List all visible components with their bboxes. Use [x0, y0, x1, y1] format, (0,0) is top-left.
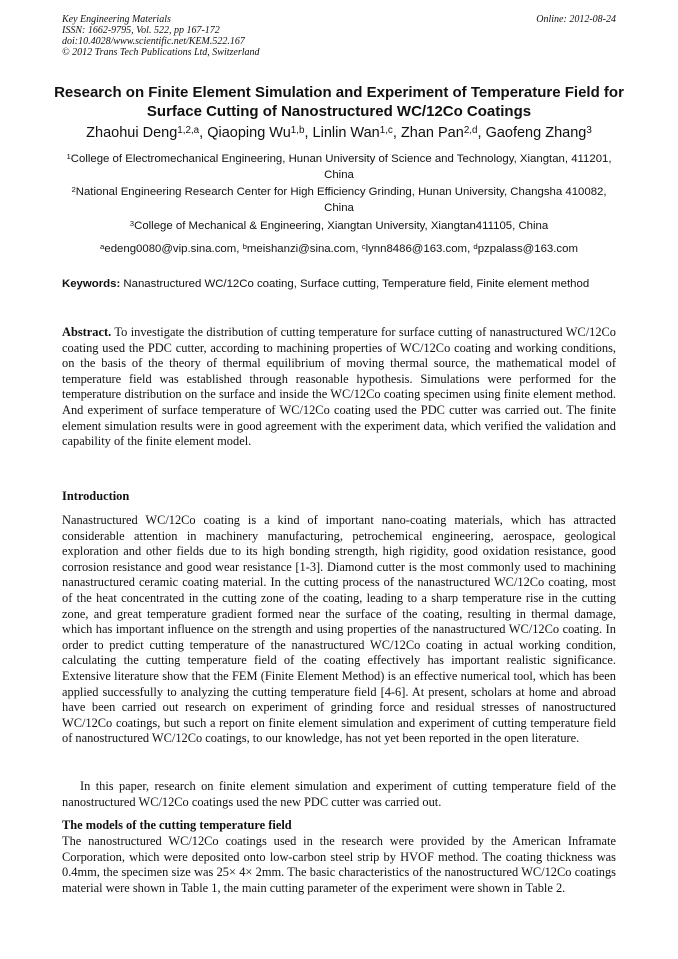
email-list: [62, 242, 616, 258]
email[interactable]: lynn8486@163.com: [365, 243, 468, 255]
email[interactable]: edeng0080@vip.sina.com: [104, 243, 237, 255]
email[interactable]: pzpalass@163.com: [477, 243, 578, 255]
issn: ISSN: 1662-9795, Vol. 522, pp 167-172: [62, 25, 220, 36]
author-separator: ,: [199, 125, 208, 141]
email-separator: ,: [467, 243, 474, 255]
author: [486, 125, 592, 141]
author-name: Zhan Pan: [400, 125, 464, 141]
author-superscript: 1,b: [290, 124, 305, 136]
journal-name: Key Engineering Materials: [62, 14, 171, 25]
email-superscript: b: [242, 241, 247, 251]
author: [86, 125, 199, 141]
email-superscript: d: [473, 241, 478, 251]
author: [313, 125, 393, 141]
author-name: Gaofeng Zhang: [485, 125, 587, 141]
abstract-text: To investigate the distribution of cutting temperature for surface cutting of nanastructured WC/12Co coating used the PDC cutter, according to machining properties of WC/12Co coating and working conditions, on the basis of the theory of thermal equilibrium of moving thermal source, the mathematical model of temperature field was established through reasonable hypothesis. Simulations were performed for the temperature distribution on the surface and inside the WC/12Co coating specimen using finite element method. And experiment of surface temperature of WC/12Co coating used the PDC cutter was carried out. The finite element simulation results were in good agreement with the experiment data, which verified the validation and capability of the finite element model.: [62, 325, 616, 449]
author-superscript: 3: [586, 124, 592, 136]
keywords: [62, 277, 616, 292]
affiliation-superscript: 1: [66, 151, 71, 161]
affiliation-superscript: 3: [129, 218, 135, 228]
models-heading: The models of the cutting temperature field: [62, 818, 292, 832]
introduction-paragraph-2: In this paper, research on finite element simulation and experiment of cutting temperature field of the nanostructured WC/12Co coatings used the new PDC cutter was carried out.: [62, 779, 616, 809]
copyright: © 2012 Trans Tech Publications Ltd, Switzerland: [62, 47, 260, 58]
author-name: Zhaohui Deng: [86, 125, 178, 141]
affiliation-1: [62, 152, 616, 183]
affiliation-text: National Engineering Research Center for High Efficiency Grinding, Hunan University, Changsha 410082, China: [75, 186, 607, 214]
author-name: Qiaoping Wu: [207, 125, 291, 141]
email-superscript: c: [361, 241, 366, 251]
online-date: Online: 2012-08-24: [536, 14, 616, 25]
paper-title: Research on Finite Element Simulation and Experiment of Temperature Field for Surface Cutting of Nanostructured WC/12Co Coatings: [54, 84, 624, 120]
keywords-text: Nanastructured WC/12Co coating, Surface cutting, Temperature field, Finite element method: [120, 278, 590, 290]
author-separator: ,: [304, 125, 313, 141]
author-separator: ,: [477, 125, 486, 141]
keywords-label: Keywords:: [62, 278, 121, 290]
abstract: [62, 325, 616, 450]
author-name: Linlin Wan: [312, 125, 380, 141]
author-separator: ,: [392, 125, 401, 141]
affiliation-superscript: 2: [71, 184, 76, 194]
affiliation-2: [62, 185, 616, 216]
journal-header: [62, 14, 616, 58]
author-superscript: 1,2,a: [177, 124, 200, 136]
affiliation-text: College of Electromechanical Engineering, Hunan University of Science and Technology, Xiangtan, 411201, China: [70, 153, 612, 181]
author-list: [40, 124, 638, 142]
affiliation-3: [62, 219, 616, 235]
doi: doi:10.4028/www.scientific.net/KEM.522.167: [62, 36, 245, 47]
email-separator: ,: [236, 243, 243, 255]
email-separator: ,: [355, 243, 362, 255]
email[interactable]: meishanzi@sina.com: [246, 243, 356, 255]
abstract-label: Abstract.: [62, 325, 112, 339]
author-superscript: 2,d: [463, 124, 478, 136]
models-paragraph: The nanostructured WC/12Co coatings used in the research were provided by the American Inframate Corporation, which were deposited onto low-carbon steel strip by HVOF method. The coating thickness was 0.4mm, the specimen size was 25× 4× 2mm. The basic characteristics of the nanostructured WC/12Co coatings material were shown in Table 1, the main cutting parameter of the experiment were shown in Table 2.: [62, 834, 616, 895]
introduction-paragraph-1: Nanastructured WC/12Co coating is a kind of important nano-coating materials, which has attracted considerable attention in machinery manufacturing, petrochemical engineering, aerospace, geological exploration and other fields due to its high bonding strength, high rigidity, good oxidation resistance, good corrosion resistance and good wear resistance [1-3]. Diamond cutter is the most commonly used to machining nanastructured ceramic coating material. In the cutting process of the nanastructured WC/12Co coating, most of the heat concentrated in the cutting zone of the coating, leading to a sharp temperature rise in the cutting zone, and great temperature gradient formed near the surface of the coating, resulting in thermal damage, which has important influence on the strength and using properties of the nanastructured WC/12Co coating. In order to predict cutting temperature of the nanastructured WC/12Co coating in actual working condition, calculating the cutting temperature field of the coating effectively has important realistic significance. Extensive literature show that the FEM (Finite Element Method) is an effective numerical tool, which has been applied successfully to analyzing the cutting temperature field [4-6]. At present, scholars at home and abroad have been carried out research on experiment of grinding force and residual stresses of nanostructured WC/12Co coatings, but such a report on finite element simulation and experiment of cutting temperature field of nanostructured WC/12Co coatings, to our knowledge, has not yet been reported in the open literature.: [62, 513, 616, 746]
introduction-heading: Introduction: [62, 489, 130, 503]
email-superscript: a: [100, 241, 105, 251]
affiliation-text: College of Mechanical & Engineering, Xiangtan University, Xiangtan411105, China: [134, 220, 549, 232]
author: [401, 125, 478, 141]
author: [207, 125, 304, 141]
author-superscript: 1,c: [379, 124, 393, 136]
